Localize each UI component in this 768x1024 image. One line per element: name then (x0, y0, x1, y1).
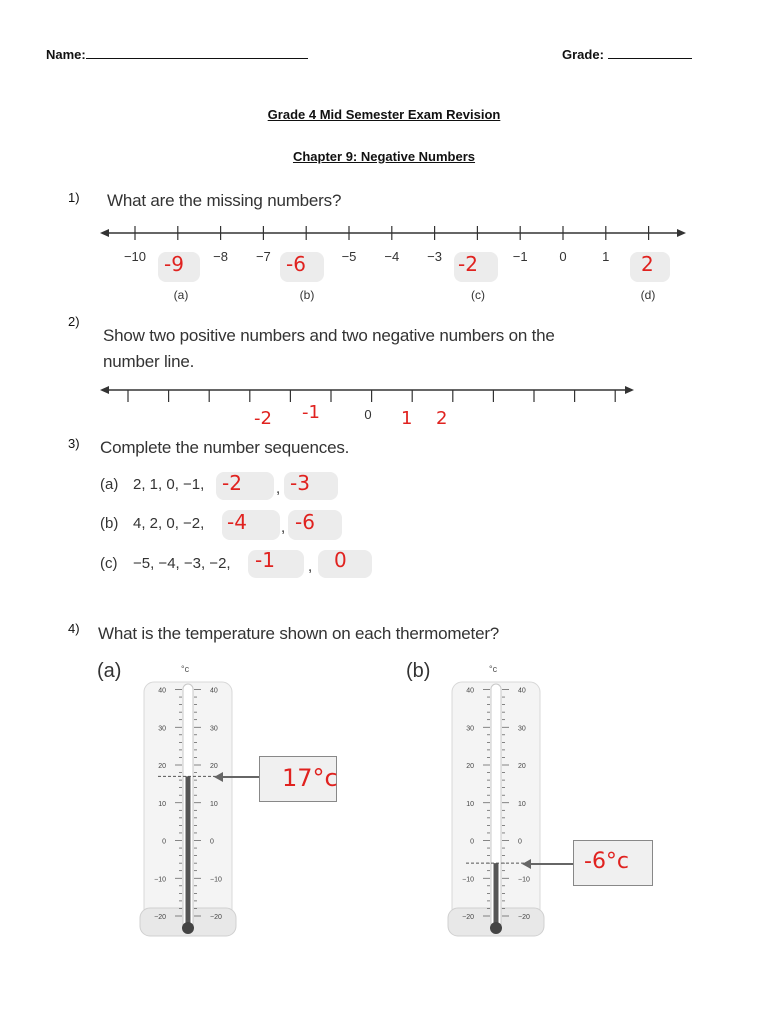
q3-text: Complete the number sequences. (100, 438, 350, 457)
q2-text-line2: number line. (103, 352, 195, 371)
q3-row-c-comma: , (308, 558, 313, 575)
q3-row-b-answer2: -6 (295, 510, 315, 534)
scale-label-right: 40 (210, 687, 218, 695)
thermometer-a-unit: °c (181, 664, 190, 674)
q2-left-arrow (100, 386, 109, 394)
q2-number: 2) (68, 314, 80, 329)
scale-label-right: −20 (518, 914, 530, 921)
q3-row-a-comma: , (276, 480, 281, 497)
scale-label-right: −20 (210, 914, 222, 921)
scale-label-left: 10 (158, 800, 166, 808)
q4-number: 4) (68, 621, 80, 636)
scale-label-right: 10 (518, 800, 526, 808)
q3-row-b-answer1: -4 (227, 510, 247, 534)
q3-number: 3) (68, 436, 80, 451)
chapter-title: Chapter 9: Negative Numbers (292, 149, 476, 164)
q1-left-arrow (100, 229, 109, 237)
q3-row-a-given: 2, 1, 0, −1, (133, 476, 205, 493)
grade-label: Grade: (562, 47, 604, 62)
q1-tick-label: −1 (512, 249, 528, 264)
q4-label-a: (a) (97, 660, 122, 682)
scale-label-left: −20 (154, 914, 166, 921)
scale-label-left: −10 (462, 876, 474, 884)
thermometer-b-unit: °c (489, 664, 498, 674)
q2-answer-1: 1 (401, 408, 413, 429)
thermometer-b-liquid (494, 863, 499, 926)
name-blank[interactable] (86, 46, 308, 59)
thermometer-b-bulb (490, 922, 502, 934)
q2-answer-2: 2 (436, 408, 448, 429)
scale-label-left: 40 (158, 687, 166, 695)
scale-label-left: 0 (162, 838, 166, 846)
scale-label-right: 0 (518, 838, 522, 846)
q1-answer-d: 2 (641, 252, 654, 276)
thermometer-a (138, 664, 238, 944)
scale-label-left: 20 (158, 763, 166, 770)
q2-number-line (100, 382, 636, 404)
scale-label-right: 40 (518, 687, 526, 695)
q2-zero-label: 0 (364, 407, 372, 422)
thermometer-b (446, 664, 546, 944)
q3-row-a-answer2: -3 (290, 471, 310, 495)
scale-label-right: −10 (210, 876, 222, 884)
q3-row-a-answer1: -2 (222, 471, 242, 495)
q1-number-line (100, 222, 690, 242)
page-title: Grade 4 Mid Semester Exam Revision (267, 107, 501, 122)
q2-ticks (128, 390, 615, 402)
q3-row-c-given: −5, −4, −3, −2, (133, 555, 231, 572)
q1-number: 1) (68, 190, 80, 205)
q1-tick-label: −10 (123, 249, 147, 264)
q3-row-c-answer2: 0 (334, 548, 347, 572)
q3-row-b-given: 4, 2, 0, −2, (133, 515, 205, 532)
q1-tick-label: 0 (559, 249, 567, 264)
thermometer-b-answer: -6°c (584, 849, 630, 874)
q1-label-d: (d) (640, 288, 656, 302)
scale-label-right: −10 (518, 876, 530, 884)
name-field (46, 46, 308, 62)
q3-row-c-answer1: -1 (255, 548, 275, 572)
thermometer-a-graphic (138, 664, 238, 944)
scale-label-left: 30 (158, 725, 166, 733)
scale-label-right: 0 (210, 838, 214, 846)
q1-right-arrow (677, 229, 686, 237)
scale-label-left: 30 (466, 725, 474, 733)
q1-answer-a: -9 (164, 252, 184, 276)
q2-answer-neg2: -2 (254, 408, 272, 429)
q1-text: What are the missing numbers? (107, 191, 342, 210)
scale-label-right: 30 (210, 725, 218, 733)
thermometer-b-graphic (446, 664, 546, 944)
thermometer-b-arrow (522, 857, 576, 871)
q1-tick-label: −3 (427, 249, 442, 264)
q3-row-b-comma: , (281, 519, 286, 536)
thermometer-a-liquid (186, 776, 191, 926)
scale-label-left: 0 (470, 838, 474, 846)
q3-row-a-label: (a) (100, 476, 119, 493)
q1-tick-label: −8 (213, 249, 228, 264)
q3-row-c-label: (c) (100, 555, 118, 572)
q1-answer-b: -6 (286, 252, 306, 276)
thermometer-a-bulb (182, 922, 194, 934)
q4-label-b: (b) (406, 660, 431, 682)
q1-tick-label: −5 (341, 249, 357, 264)
q1-tick-label: −7 (255, 249, 271, 264)
scale-label-right: 20 (210, 763, 218, 770)
q1-answer-c: -2 (458, 252, 478, 276)
q3-row-b-label: (b) (100, 515, 119, 532)
scale-label-left: 10 (466, 800, 474, 808)
q1-label-b: (b) (299, 288, 315, 302)
q2-text-line1: Show two positive numbers and two negative numbers on the (103, 326, 555, 345)
grade-blank[interactable] (608, 46, 692, 59)
scale-label-left: 40 (466, 687, 474, 695)
q4-text: What is the temperature shown on each thermometer? (98, 624, 500, 643)
scale-label-right: 30 (518, 725, 526, 733)
grade-field (562, 46, 692, 62)
q2-answer-neg1: -1 (302, 402, 320, 423)
scale-label-left: 20 (466, 763, 474, 770)
q1-tick-label: −4 (384, 249, 400, 264)
q1-tick-label: 1 (602, 249, 610, 264)
thermometer-a-arrow (214, 770, 264, 784)
scale-label-right: 20 (518, 763, 526, 770)
q1-label-c: (c) (471, 288, 485, 302)
q2-right-arrow (625, 386, 634, 394)
q1-label-a: (a) (173, 288, 189, 302)
scale-label-left: −20 (462, 914, 474, 921)
scale-label-left: −10 (154, 876, 166, 884)
thermometer-a-answer: 17°c (282, 764, 338, 792)
name-label: Name: (46, 47, 86, 62)
scale-label-right: 10 (210, 800, 218, 808)
